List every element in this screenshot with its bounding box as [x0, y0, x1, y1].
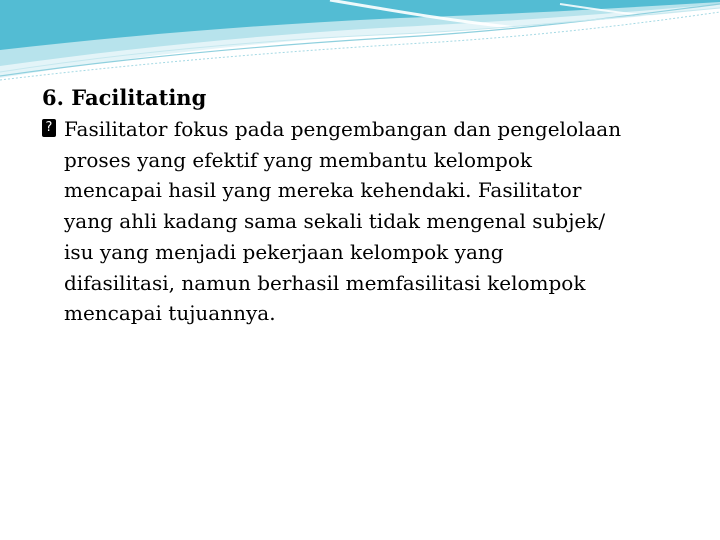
slide-heading: 6. Facilitating	[42, 85, 207, 110]
paragraph-line: mencapai tujuannya.	[64, 301, 276, 326]
paragraph-line: difasilitasi, namun berhasil memfasilitasi kelompok	[64, 270, 586, 295]
paragraph-line: proses yang efektif yang membantu kelompok	[64, 147, 533, 172]
missing-glyph-bullet-icon: ?	[42, 119, 56, 137]
paragraph-line: yang ahli kadang sama sekali tidak mengenal subjek/	[64, 209, 606, 234]
slide-content	[42, 84, 692, 329]
paragraph-line: Fasilitator fokus pada pengembangan dan pengelolaan	[64, 117, 622, 141]
bullet-paragraph	[42, 114, 692, 329]
paragraph-line: isu yang menjadi pekerjaan kelompok yang	[64, 239, 504, 264]
header-wave-decoration	[0, 0, 720, 90]
paragraph-line: mencapai hasil yang mereka kehendaki. Fasilitator	[64, 178, 582, 203]
paragraph-text	[64, 114, 692, 329]
